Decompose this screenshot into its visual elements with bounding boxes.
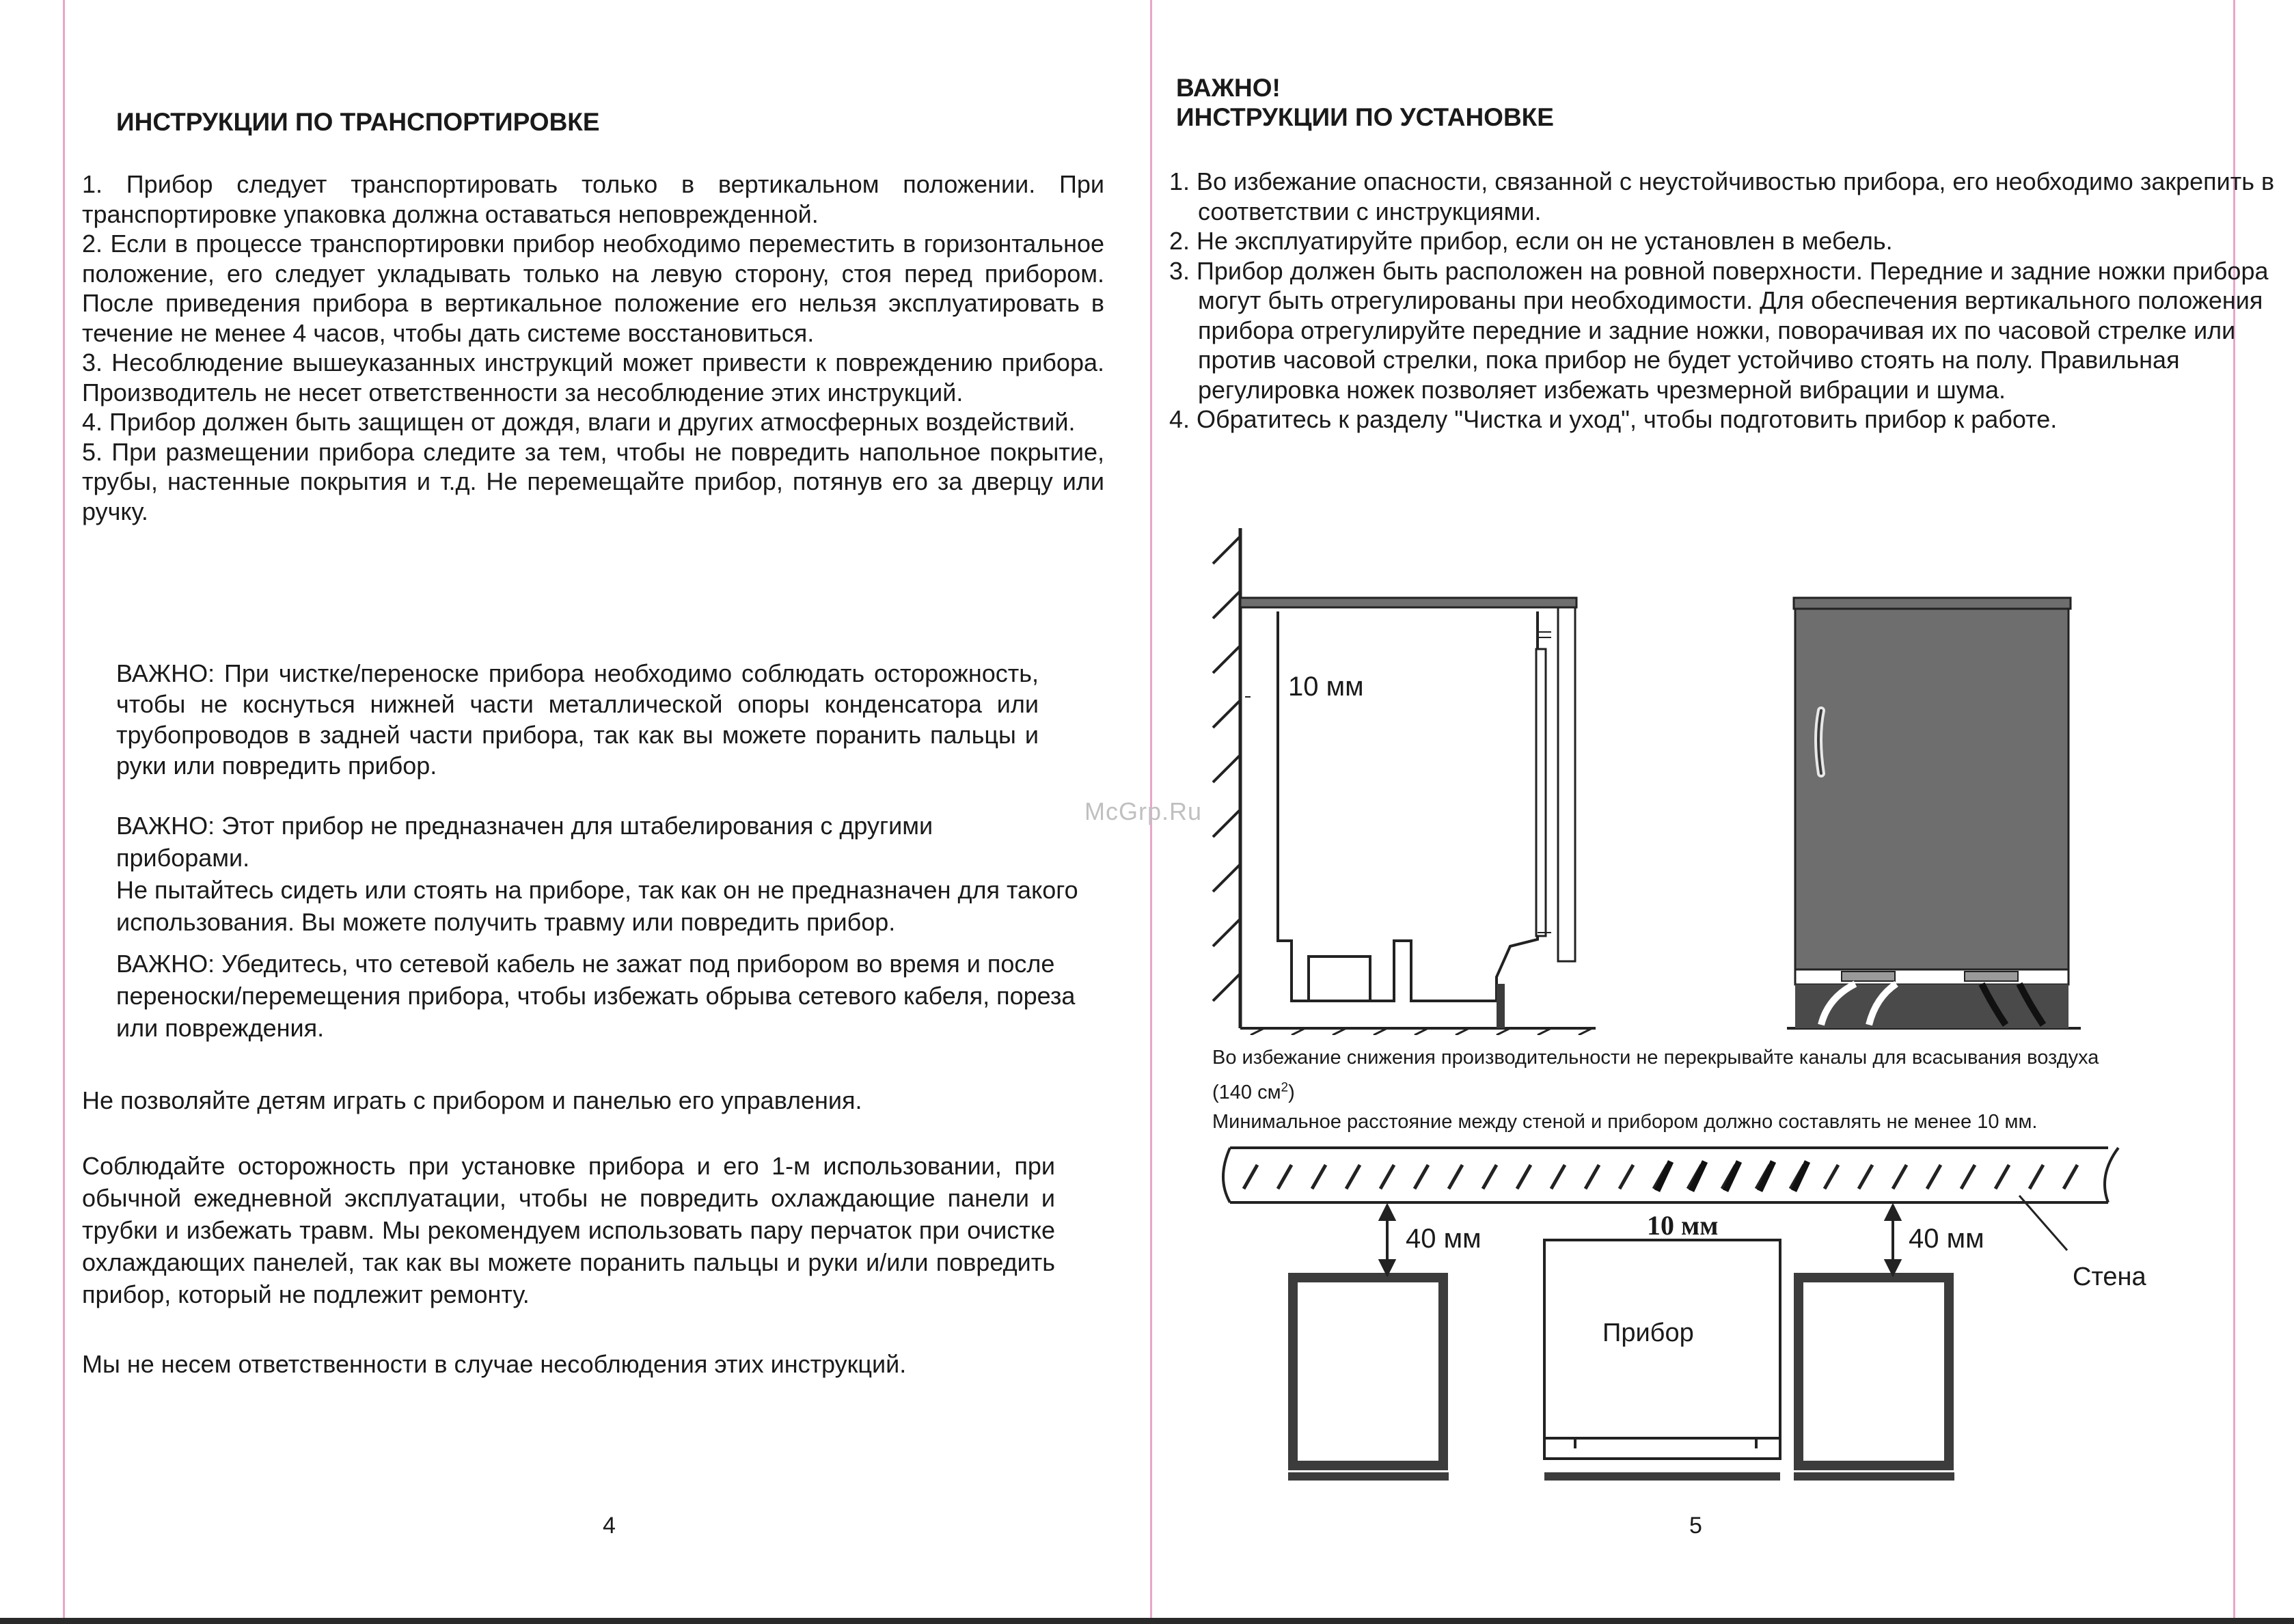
transport-heading: ИНСТРУКЦИИ ПО ТРАНСПОРТИРОВКЕ <box>116 108 600 136</box>
transport-item-2: 2. Если в процессе транспортировки прибор необходимо переместить в горизонтальное положение, его следует укладывать только на левую сторону, стоя перед прибором. После приведения прибора в вертикальное положение его нельзя эксплуатировать в течение не менее 4 часов, чтобы дать системе восстановиться. <box>82 230 1104 347</box>
transport-item-5: 5. При размещении прибора следите за тем, чтобы не повредить напольное покрытие, трубы, настенные покрытия и т.д. Не перемещайте прибор, потянув его за дверцу или ручку. <box>82 437 1104 525</box>
transport-instructions-list <box>82 169 1104 526</box>
airflow-caption <box>1212 1043 2278 1137</box>
left-page <box>0 0 1148 1618</box>
bottom-edge-bar <box>0 1618 2294 1624</box>
watermark: McGrp.Ru <box>1084 797 1203 825</box>
install-item-1: 1. Во избежание опасности, связанной с неустойчивостью прибора, его необходимо закрепить в соответствии с инструкциями. <box>1169 167 2275 225</box>
install-item-4: 4. Обратитесь к разделу "Чистка и уход", чтобы подготовить прибор к работе. <box>1169 405 2058 433</box>
caution-paragraph: Соблюдайте осторожность при установке прибора и его 1-м использовании, при обычной ежедневной эксплуатации, чтобы не повредить охлаждающие панели и трубки и избежать травм. Мы рекомендуем использовать пару перчаток при очистке охлаждающих панелей, так как вы можете поранить пальцы и руки и/или повредить прибор, который не подлежит ремонту. <box>82 1152 1055 1308</box>
caption-line-1: Во избежание снижения производительности не перекрывайте каналы для всасывания воздуха <box>1212 1047 2099 1069</box>
install-item-2: 2. Не эксплуатируйте прибор, если он не установлен в мебель. <box>1169 227 1893 255</box>
side-view-diagram <box>1210 523 1599 1035</box>
plan-left-clearance-label: 40 мм <box>1406 1224 1481 1254</box>
plan-view-diagram <box>1216 1138 2125 1486</box>
side-gap-label: 10 мм <box>1288 672 1364 702</box>
important-note-cable: ВАЖНО: Убедитесь, что сетевой кабель не зажат под прибором во время и после переноски/перемещения прибора, чтобы избежать обрыва сетевого кабеля, пореза или повреждения. <box>116 950 1076 1042</box>
transport-item-4: 4. Прибор должен быть защищен от дождя, влаги и других атмосферных воздействий. <box>82 408 1076 436</box>
plan-wall-label: Стена <box>2073 1263 2146 1291</box>
plan-right-clearance-label: 40 мм <box>1909 1224 1984 1254</box>
page-number-right: 5 <box>1689 1513 1702 1539</box>
important-note-cleaning: ВАЖНО: При чистке/переноске прибора необходимо соблюдать осторожность, чтобы не коснуться нижней части металлической опоры конденсатора или трубопроводов в задней части прибора, так как вы можете поранить пальцы и руки или повредить прибор. <box>116 659 1039 780</box>
plan-gap-label: 10 мм <box>1647 1210 1719 1241</box>
transport-item-1: 1. Прибор следует транспортировать только в вертикальном положении. При транспортировке упаковка должна оставаться неповрежденной. <box>82 170 1104 228</box>
important-note-stacking: ВАЖНО: Этот прибор не предназначен для штабелирования с другими приборами. <box>116 812 933 872</box>
important-heading: ВАЖНО! <box>1176 74 1281 102</box>
install-item-3: 3. Прибор должен быть расположен на ровной поверхности. Передние и задние ножки прибора могут быть отрегулированы при необходимости. Для обеспечения вертикального положения прибора отрегулируйте передние и задние ножки, поворачивая их по часовой стрелке или против часовой стрелки, пока прибор не будет устойчиво стоять на полу. Правильная регулировка ножек позволяет избежать чрезмерной вибрации и шума. <box>1169 256 2269 404</box>
caption-line-3: Минимальное расстояние между стеной и прибором должно составлять не менее 10 мм. <box>1212 1110 2038 1133</box>
installation-instructions-list <box>1169 167 2290 435</box>
page-number-left: 4 <box>603 1513 616 1539</box>
front-view-diagram <box>1787 594 2081 1032</box>
installation-heading: ИНСТРУКЦИИ ПО УСТАНОВКЕ <box>1176 103 1554 131</box>
responsibility-note: Мы не несем ответственности в случае несоблюдения этих инструкций. <box>82 1350 907 1378</box>
children-warning: Не позволяйте детям играть с прибором и панелью его управления. <box>82 1086 862 1114</box>
plan-appliance-label: Прибор <box>1602 1319 1694 1347</box>
transport-item-3: 3. Несоблюдение вышеуказанных инструкций может привести к повреждению прибора. Производитель не несет ответственности за несоблюдение этих инструкций. <box>82 348 1104 407</box>
important-note-sitting: Не пытайтесь сидеть или стоять на приборе, так как он не предназначен для такого использования. Вы можете получить травму или повредить прибор. <box>116 876 1078 936</box>
caption-line-2: (140 $см^2$) <box>1212 1080 1295 1103</box>
